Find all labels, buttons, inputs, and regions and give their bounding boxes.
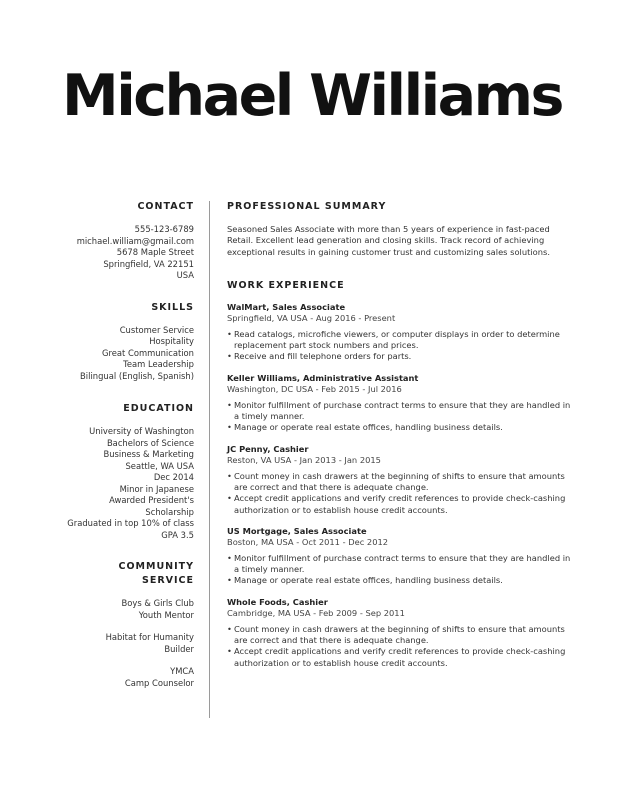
education-line: Dec 2014 bbox=[153, 472, 194, 482]
education-line: Business & Marketing bbox=[103, 449, 194, 459]
community-group bbox=[40, 598, 194, 621]
job-title: WalMart, Sales Associate bbox=[227, 301, 346, 312]
column-divider bbox=[209, 201, 210, 718]
candidate-name: Michael Williams bbox=[62, 63, 562, 129]
job-bullets bbox=[227, 400, 572, 434]
education-section bbox=[40, 402, 194, 541]
community-org: Boys & Girls Club bbox=[121, 598, 194, 608]
job-bullets bbox=[227, 553, 572, 587]
job-meta: Cambridge, MA USA - Feb 2009 - Sep 2011 bbox=[227, 608, 405, 619]
summary-section bbox=[227, 200, 572, 258]
left-column bbox=[40, 200, 194, 689]
job-bullet: • Manage or operate real estate offices, handling business details. bbox=[227, 422, 572, 433]
education-line: Graduated in top 10% of class bbox=[67, 518, 194, 528]
community-heading-line1: COMMUNITY bbox=[118, 561, 194, 572]
education-line: Bachelors of Science bbox=[106, 437, 194, 448]
job-meta: Springfield, VA USA - Aug 2016 - Present bbox=[227, 313, 396, 324]
skill-item: Customer Service bbox=[119, 324, 194, 335]
education-line: GPA 3.5 bbox=[161, 529, 194, 540]
job-meta: Boston, MA USA - Oct 2011 - Dec 2012 bbox=[227, 537, 389, 548]
job-title: Keller Williams, Administrative Assistant bbox=[227, 372, 419, 383]
job-bullet: • Manage or operate real estate offices, handling business details. bbox=[227, 575, 572, 586]
job-entry bbox=[227, 526, 572, 587]
skills-section bbox=[40, 301, 194, 383]
job-title: JC Penny, Cashier bbox=[227, 443, 309, 454]
community-role: Builder bbox=[164, 643, 194, 654]
job-bullets bbox=[227, 329, 572, 363]
contact-phone: 555-123-6789 bbox=[134, 224, 194, 234]
job-entry bbox=[227, 444, 572, 516]
job-bullets bbox=[227, 624, 572, 669]
education-line: Seattle, WA USA bbox=[125, 460, 194, 471]
job-bullet: • Count money in cash drawers at the beginning of shifts to ensure that amounts are correct and that there is adequate change. bbox=[227, 471, 572, 494]
job-bullet: • Receive and fill telephone orders for parts. bbox=[227, 351, 572, 362]
contact-street: 5678 Maple Street bbox=[116, 247, 194, 257]
job-entry bbox=[227, 302, 572, 363]
job-meta: Washington, DC USA - Feb 2015 - Jul 2016 bbox=[227, 384, 402, 395]
job-bullet: • Monitor fulfillment of purchase contract terms to ensure that they are handled in a timely manner. bbox=[227, 400, 572, 423]
education-line: Scholarship bbox=[145, 506, 194, 517]
community-org: YMCA bbox=[170, 666, 194, 676]
job-bullet: • Accept credit applications and verify credit references to provide check-cashing authorization or to establish house credit accounts. bbox=[227, 493, 572, 516]
skill-item: Great Communication bbox=[102, 347, 194, 358]
contact-country: USA bbox=[176, 270, 194, 280]
skills-heading: SKILLS bbox=[151, 301, 194, 313]
community-org: Habitat for Humanity bbox=[105, 632, 194, 642]
community-role: Camp Counselor bbox=[124, 677, 194, 688]
right-column bbox=[227, 200, 572, 679]
contact-city: Springfield, VA 22151 bbox=[103, 258, 194, 269]
job-bullet: • Count money in cash drawers at the beginning of shifts to ensure that amounts are correct and that there is adequate change. bbox=[227, 624, 572, 647]
skill-item: Hospitality bbox=[149, 336, 194, 346]
skill-item: Bilingual (English, Spanish) bbox=[80, 370, 194, 381]
education-line: University of Washington bbox=[89, 426, 194, 436]
experience-heading: WORK EXPERIENCE bbox=[227, 279, 345, 291]
community-role: Youth Mentor bbox=[138, 609, 194, 620]
job-meta: Reston, VA USA - Jan 2013 - Jan 2015 bbox=[227, 455, 381, 466]
contact-section bbox=[40, 200, 194, 282]
community-section bbox=[40, 560, 194, 689]
job-entry bbox=[227, 373, 572, 434]
job-title: Whole Foods, Cashier bbox=[227, 596, 328, 607]
skill-item: Team Leadership bbox=[123, 359, 194, 369]
summary-heading: PROFESSIONAL SUMMARY bbox=[227, 201, 387, 212]
job-entry bbox=[227, 597, 572, 669]
community-group bbox=[40, 632, 194, 655]
education-line: Awarded President's bbox=[109, 495, 194, 505]
job-bullet: • Accept credit applications and verify credit references to provide check-cashing authorization or to establish house credit accounts. bbox=[227, 646, 572, 669]
contact-heading: CONTACT bbox=[137, 201, 194, 212]
job-bullets bbox=[227, 471, 572, 516]
experience-section bbox=[227, 279, 572, 669]
community-group bbox=[40, 666, 194, 689]
job-title: US Mortgage, Sales Associate bbox=[227, 525, 367, 536]
job-bullet: • Monitor fulfillment of purchase contract terms to ensure that they are handled in a timely manner. bbox=[227, 553, 572, 576]
job-bullet: • Read catalogs, microfiche viewers, or computer displays in order to determine replacement part stock numbers and prices. bbox=[227, 329, 572, 352]
summary-text: Seasoned Sales Associate with more than 5 years of experience in fast-paced Retail. Excellent lead generation and closing skills. Track record of achieving exceptional results in gaining customer trust and customizing sales solutions. bbox=[227, 224, 550, 257]
education-heading: EDUCATION bbox=[123, 403, 194, 414]
contact-email: michael.william@gmail.com bbox=[76, 235, 194, 246]
education-line: Minor in Japanese bbox=[119, 483, 194, 494]
community-heading-line2: SERVICE bbox=[142, 575, 194, 586]
